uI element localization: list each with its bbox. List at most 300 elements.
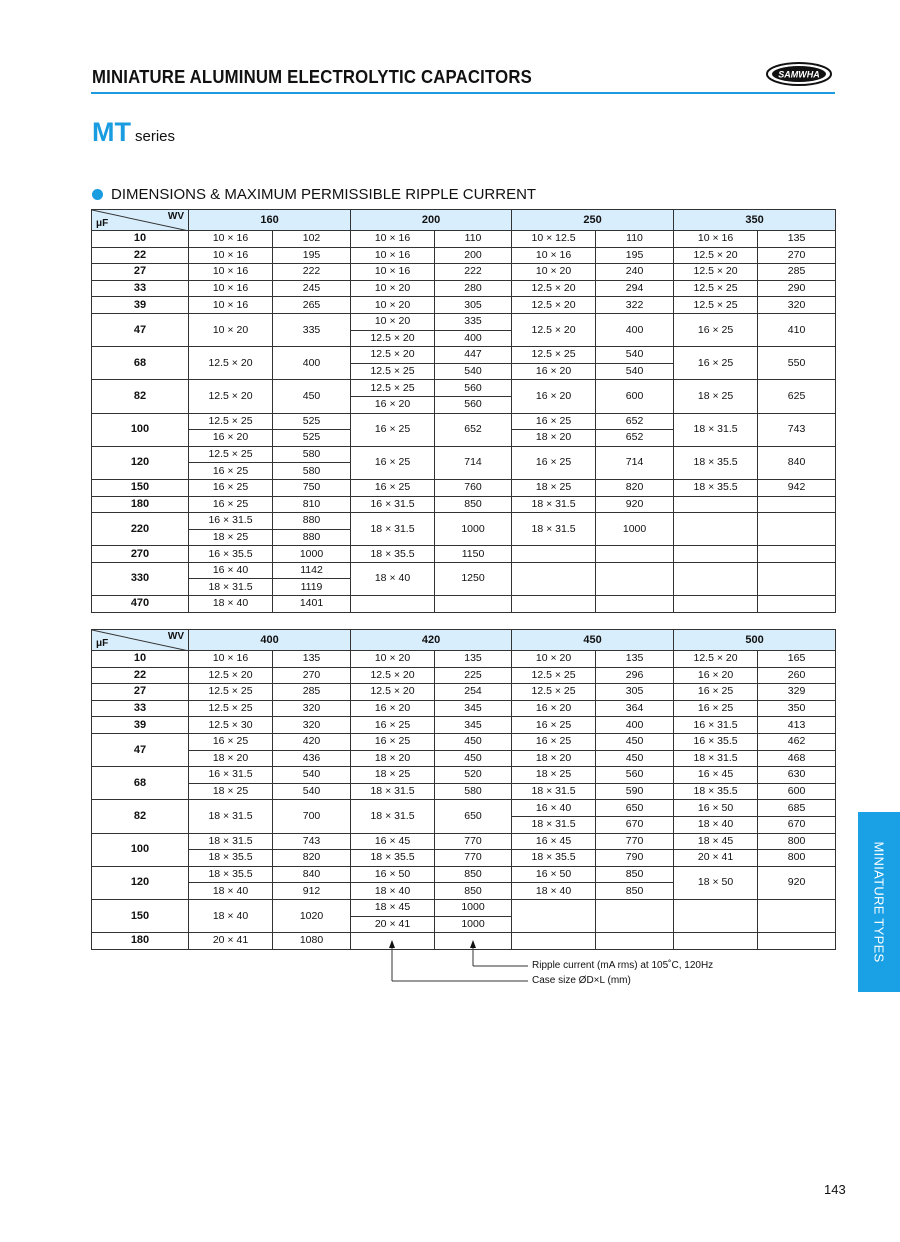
table-cell: 265 [273, 297, 351, 314]
table-row [92, 562, 836, 579]
table-cell: 12.5 × 20 [351, 684, 435, 701]
table-row [92, 380, 836, 397]
table-cell: 413 [758, 717, 836, 734]
table-row [92, 850, 836, 867]
table-cell: 290 [758, 280, 836, 297]
table-cell: 135 [273, 651, 351, 668]
table-row [92, 750, 836, 767]
voltage-header-cell: 400 [189, 630, 351, 651]
table-cell [596, 596, 674, 613]
table-cell: 550 [758, 347, 836, 380]
table-row [92, 297, 836, 314]
table-cell: 18 × 20 [351, 750, 435, 767]
table-cell: 18 × 45 [674, 833, 758, 850]
table-cell: 260 [758, 667, 836, 684]
table-cell: 16 × 25 [189, 463, 273, 480]
table-cell [674, 513, 758, 546]
table-cell: 20 × 41 [351, 916, 435, 933]
table-row [92, 280, 836, 297]
table-cell: 16 × 31.5 [189, 513, 273, 530]
table-cell: 18 × 25 [512, 767, 596, 784]
table-cell: 135 [758, 231, 836, 248]
table-cell [674, 546, 758, 563]
table-cell: 18 × 25 [674, 380, 758, 413]
table-cell: 16 × 20 [351, 700, 435, 717]
table-cell: 16 × 40 [512, 800, 596, 817]
wv-label: WV [167, 631, 184, 642]
table-cell: 10 × 20 [351, 313, 435, 330]
series-name: MT [92, 117, 131, 147]
table-row [92, 684, 836, 701]
table-cell: 18 × 25 [189, 529, 273, 546]
table-cell: 18 × 45 [351, 899, 435, 916]
table-cell: 652 [596, 430, 674, 447]
voltage-header-cell: 160 [189, 210, 351, 231]
table-cell: 1000 [435, 899, 512, 916]
table-cell: 18 × 20 [189, 750, 273, 767]
table-cell: 10 × 20 [351, 297, 435, 314]
table-cell: 16 × 25 [512, 446, 596, 479]
table-cell: 16 × 40 [189, 562, 273, 579]
table-cell: 16 × 31.5 [351, 496, 435, 513]
capacitance-cell: 150 [92, 899, 189, 932]
table-cell: 12.5 × 25 [674, 280, 758, 297]
table-cell: 1119 [273, 579, 351, 596]
table-cell: 345 [435, 717, 512, 734]
table-cell: 18 × 35.5 [512, 850, 596, 867]
table-cell: 16 × 25 [189, 479, 273, 496]
table-cell: 18 × 35.5 [189, 866, 273, 883]
wv-label: WV [167, 211, 184, 222]
table-cell: 270 [273, 667, 351, 684]
table-row [92, 800, 836, 817]
table-cell: 16 × 20 [189, 430, 273, 447]
table-cell: 10 × 16 [674, 231, 758, 248]
table-cell: 18 × 25 [351, 767, 435, 784]
table-cell: 10 × 16 [512, 247, 596, 264]
table-cell [674, 596, 758, 613]
table-cell [435, 596, 512, 613]
table-cell: 850 [596, 883, 674, 900]
table-cell: 920 [758, 866, 836, 899]
table-cell: 810 [273, 496, 351, 513]
table-cell: 16 × 20 [674, 667, 758, 684]
table-cell: 1142 [273, 562, 351, 579]
table-cell: 12.5 × 20 [189, 667, 273, 684]
table-cell: 18 × 31.5 [512, 783, 596, 800]
table-cell: 560 [435, 396, 512, 413]
table-cell: 200 [435, 247, 512, 264]
table-cell: 16 × 25 [189, 496, 273, 513]
table-cell: 18 × 40 [189, 596, 273, 613]
samwha-logo [765, 61, 833, 87]
logo-text: SAMWHA [778, 69, 820, 80]
capacitance-cell: 39 [92, 717, 189, 734]
table-cell: 18 × 40 [351, 883, 435, 900]
table-cell: 540 [435, 363, 512, 380]
table-row [92, 700, 836, 717]
table-cell: 10 × 20 [512, 264, 596, 281]
table-row [92, 247, 836, 264]
table-row [92, 347, 836, 364]
table-cell: 18 × 35.5 [189, 850, 273, 867]
table-cell: 16 × 25 [351, 413, 435, 446]
capacitance-cell: 180 [92, 933, 189, 950]
table-cell: 20 × 41 [674, 850, 758, 867]
table-cell: 520 [435, 767, 512, 784]
table-cell: 18 × 31.5 [512, 816, 596, 833]
table-cell: 450 [596, 750, 674, 767]
table-cell: 912 [273, 883, 351, 900]
table-cell: 18 × 20 [512, 750, 596, 767]
table-cell: 12.5 × 25 [674, 297, 758, 314]
table-cell: 714 [435, 446, 512, 479]
bullet-icon [92, 189, 103, 200]
table-cell: 820 [596, 479, 674, 496]
table-cell: 16 × 25 [512, 413, 596, 430]
uf-label: μF [96, 218, 109, 229]
capacitance-cell: 100 [92, 413, 189, 446]
table-cell: 16 × 50 [351, 866, 435, 883]
table-cell: 12.5 × 20 [351, 330, 435, 347]
voltage-header-cell: 200 [351, 210, 512, 231]
voltage-header-cell: 500 [674, 630, 836, 651]
table-cell: 195 [596, 247, 674, 264]
table-cell: 296 [596, 667, 674, 684]
table-cell: 685 [758, 800, 836, 817]
table-cell: 880 [273, 513, 351, 530]
table-cell: 540 [273, 767, 351, 784]
table-cell: 770 [435, 850, 512, 867]
table-cell [512, 899, 596, 932]
table-cell: 770 [435, 833, 512, 850]
side-tab [858, 812, 900, 992]
table-cell: 850 [435, 866, 512, 883]
table-cell: 700 [273, 800, 351, 833]
table-cell: 240 [596, 264, 674, 281]
table-cell: 16 × 25 [512, 717, 596, 734]
table-cell: 750 [273, 479, 351, 496]
table-cell: 652 [435, 413, 512, 446]
table-cell: 18 × 35.5 [351, 850, 435, 867]
capacitance-cell: 27 [92, 684, 189, 701]
table-cell: 420 [273, 733, 351, 750]
table-cell: 1401 [273, 596, 351, 613]
table-cell: 16 × 20 [512, 363, 596, 380]
table-cell: 10 × 20 [351, 280, 435, 297]
capacitance-cell: 47 [92, 313, 189, 346]
table-cell: 600 [596, 380, 674, 413]
table-cell: 16 × 25 [674, 684, 758, 701]
table-cell: 16 × 25 [351, 717, 435, 734]
table-cell: 18 × 31.5 [512, 513, 596, 546]
table-cell: 410 [758, 313, 836, 346]
table-cell [512, 596, 596, 613]
table-cell: 320 [758, 297, 836, 314]
table-cell: 16 × 45 [512, 833, 596, 850]
table-cell: 305 [596, 684, 674, 701]
table-row [92, 479, 836, 496]
table-row [92, 717, 836, 734]
table-cell: 12.5 × 20 [351, 667, 435, 684]
table-cell: 10 × 20 [189, 313, 273, 346]
capacitance-cell: 10 [92, 651, 189, 668]
case-size-note: Case size ØD×L (mm) [532, 975, 631, 986]
table-cell [758, 933, 836, 950]
table-cell: 102 [273, 231, 351, 248]
capacitance-cell: 120 [92, 866, 189, 899]
capacitance-cell: 47 [92, 733, 189, 766]
table-cell: 12.5 × 20 [512, 297, 596, 314]
table-cell: 16 × 25 [351, 446, 435, 479]
side-tab-label: MINIATURE TYPES [871, 841, 887, 963]
table-cell: 364 [596, 700, 674, 717]
table-cell: 18 × 20 [512, 430, 596, 447]
table-cell: 18 × 35.5 [674, 446, 758, 479]
table-cell: 1000 [596, 513, 674, 546]
table-cell: 540 [596, 347, 674, 364]
table-cell: 10 × 16 [351, 247, 435, 264]
capacitance-cell: 33 [92, 280, 189, 297]
table-cell: 16 × 25 [189, 733, 273, 750]
wv-uf-corner-cell [92, 210, 189, 231]
capacitance-cell: 100 [92, 833, 189, 866]
table-cell: 16 × 20 [512, 380, 596, 413]
capacitance-cell: 330 [92, 562, 189, 595]
table-cell [758, 562, 836, 595]
table-cell: 840 [273, 866, 351, 883]
ripple-current-note: Ripple current (mA rms) at 105˚C, 120Hz [532, 960, 714, 971]
table-cell: 600 [758, 783, 836, 800]
table-cell: 10 × 16 [189, 247, 273, 264]
table-row [92, 413, 836, 430]
page-number: 143 [824, 1182, 846, 1197]
table-cell: 800 [758, 833, 836, 850]
wv-uf-corner-cell [92, 630, 189, 651]
table-cell: 12.5 × 25 [351, 363, 435, 380]
table-row [92, 651, 836, 668]
table-cell: 12.5 × 25 [189, 684, 273, 701]
table-cell [758, 899, 836, 932]
table-cell: 18 × 40 [674, 816, 758, 833]
table-cell: 18 × 35.5 [351, 546, 435, 563]
table-cell [758, 496, 836, 513]
table-cell: 540 [273, 783, 351, 800]
table-cell: 1080 [273, 933, 351, 950]
capacitance-cell: 120 [92, 446, 189, 479]
table-cell: 335 [435, 313, 512, 330]
table-cell: 18 × 31.5 [351, 800, 435, 833]
series-suffix: series [134, 128, 175, 145]
table-cell: 18 × 31.5 [351, 513, 435, 546]
table-cell: 670 [758, 816, 836, 833]
table-cell: 16 × 45 [351, 833, 435, 850]
table-cell: 16 × 25 [674, 313, 758, 346]
table-cell: 10 × 16 [351, 231, 435, 248]
table-cell: 18 × 31.5 [189, 833, 273, 850]
table-cell: 294 [596, 280, 674, 297]
table-cell: 16 × 25 [351, 733, 435, 750]
table-cell: 560 [596, 767, 674, 784]
table-cell: 16 × 25 [351, 479, 435, 496]
table-cell: 12.5 × 20 [512, 313, 596, 346]
table-cell: 10 × 16 [189, 231, 273, 248]
table-cell: 16 × 50 [674, 800, 758, 817]
page-header-title: MINIATURE ALUMINUM ELECTROLYTIC CAPACITORS [92, 67, 532, 87]
table-legend [380, 940, 760, 1000]
voltage-header-row [92, 630, 836, 651]
capacitance-cell: 470 [92, 596, 189, 613]
table-cell: 450 [435, 733, 512, 750]
table-cell: 625 [758, 380, 836, 413]
table-cell: 450 [435, 750, 512, 767]
table-cell: 12.5 × 25 [351, 380, 435, 397]
table-cell: 1020 [273, 899, 351, 932]
table-cell: 1150 [435, 546, 512, 563]
table-cell: 850 [435, 883, 512, 900]
capacitance-cell: 22 [92, 247, 189, 264]
table-cell: 135 [596, 651, 674, 668]
series-title [92, 117, 175, 148]
table-cell [758, 596, 836, 613]
table-cell: 580 [273, 446, 351, 463]
table-cell: 840 [758, 446, 836, 479]
table-cell: 18 × 31.5 [674, 750, 758, 767]
table-cell: 335 [273, 313, 351, 346]
capacitance-cell: 220 [92, 513, 189, 546]
table-cell: 18 × 25 [512, 479, 596, 496]
capacitance-cell: 82 [92, 380, 189, 413]
table-cell: 18 × 31.5 [189, 800, 273, 833]
voltage-header-cell: 450 [512, 630, 674, 651]
table-cell: 350 [758, 700, 836, 717]
table-cell: 447 [435, 347, 512, 364]
table-cell: 285 [273, 684, 351, 701]
table-cell: 18 × 35.5 [674, 479, 758, 496]
table-cell [596, 546, 674, 563]
table-cell: 12.5 × 25 [189, 446, 273, 463]
table-cell: 10 × 20 [512, 651, 596, 668]
table-cell: 280 [435, 280, 512, 297]
table-cell: 245 [273, 280, 351, 297]
table-cell: 16 × 31.5 [189, 767, 273, 784]
table-cell: 560 [435, 380, 512, 397]
table-cell: 16 × 31.5 [674, 717, 758, 734]
table-cell: 400 [596, 313, 674, 346]
table-cell [596, 562, 674, 595]
table-cell: 16 × 50 [512, 866, 596, 883]
table-cell: 16 × 25 [512, 733, 596, 750]
table-cell: 525 [273, 413, 351, 430]
ripple-table-160-350v [91, 209, 836, 613]
voltage-header-row [92, 210, 836, 231]
table-cell: 10 × 20 [351, 651, 435, 668]
table-cell [512, 546, 596, 563]
table-cell: 18 × 35.5 [674, 783, 758, 800]
table-row [92, 264, 836, 281]
capacitance-cell: 150 [92, 479, 189, 496]
table-cell: 880 [273, 529, 351, 546]
capacitance-cell: 33 [92, 700, 189, 717]
table-cell: 650 [435, 800, 512, 833]
table-row [92, 546, 836, 563]
table-cell: 18 × 31.5 [512, 496, 596, 513]
table-cell: 10 × 16 [189, 280, 273, 297]
table-cell: 16 × 35.5 [674, 733, 758, 750]
table-cell: 12.5 × 20 [512, 280, 596, 297]
table-cell: 12.5 × 25 [512, 684, 596, 701]
table-cell: 800 [758, 850, 836, 867]
capacitance-cell: 270 [92, 546, 189, 563]
table-row [92, 496, 836, 513]
table-cell: 1250 [435, 562, 512, 595]
table-row [92, 313, 836, 330]
table-row [92, 783, 836, 800]
table-cell [758, 513, 836, 546]
table-cell: 400 [596, 717, 674, 734]
capacitance-cell: 68 [92, 347, 189, 380]
table-cell: 12.5 × 20 [674, 247, 758, 264]
header-rule [91, 92, 835, 94]
table-cell: 580 [273, 463, 351, 480]
table-cell: 820 [273, 850, 351, 867]
table-cell: 790 [596, 850, 674, 867]
table-cell: 468 [758, 750, 836, 767]
table-cell: 135 [435, 651, 512, 668]
table-cell: 450 [596, 733, 674, 750]
table-cell: 16 × 45 [674, 767, 758, 784]
table-cell: 16 × 35.5 [189, 546, 273, 563]
table-cell [674, 496, 758, 513]
table-cell: 10 × 16 [189, 264, 273, 281]
table-cell: 222 [273, 264, 351, 281]
table-cell: 12.5 × 20 [674, 264, 758, 281]
table-cell: 770 [596, 833, 674, 850]
table-cell: 285 [758, 264, 836, 281]
table-cell: 16 × 20 [512, 700, 596, 717]
table-cell: 650 [596, 800, 674, 817]
table-cell: 16 × 20 [351, 396, 435, 413]
table-cell: 12.5 × 25 [189, 700, 273, 717]
table-cell: 110 [596, 231, 674, 248]
table-cell: 12.5 × 30 [189, 717, 273, 734]
table-cell: 222 [435, 264, 512, 281]
table-cell: 320 [273, 717, 351, 734]
table-cell: 590 [596, 783, 674, 800]
table-cell: 12.5 × 25 [512, 347, 596, 364]
table-cell: 10 × 16 [189, 297, 273, 314]
capacitance-cell: 68 [92, 767, 189, 800]
table-cell [674, 899, 758, 932]
table-cell: 462 [758, 733, 836, 750]
table-cell: 743 [273, 833, 351, 850]
table-row [92, 667, 836, 684]
table-cell: 165 [758, 651, 836, 668]
table-cell: 12.5 × 20 [351, 347, 435, 364]
table-row [92, 513, 836, 530]
table-cell: 743 [758, 413, 836, 446]
table-row [92, 899, 836, 916]
table-cell: 1000 [435, 513, 512, 546]
table-cell: 20 × 41 [189, 933, 273, 950]
table-cell: 18 × 40 [189, 883, 273, 900]
table-cell: 580 [435, 783, 512, 800]
table-cell: 760 [435, 479, 512, 496]
table-cell [596, 899, 674, 932]
table-cell: 345 [435, 700, 512, 717]
table-cell: 525 [273, 430, 351, 447]
table-cell: 450 [273, 380, 351, 413]
